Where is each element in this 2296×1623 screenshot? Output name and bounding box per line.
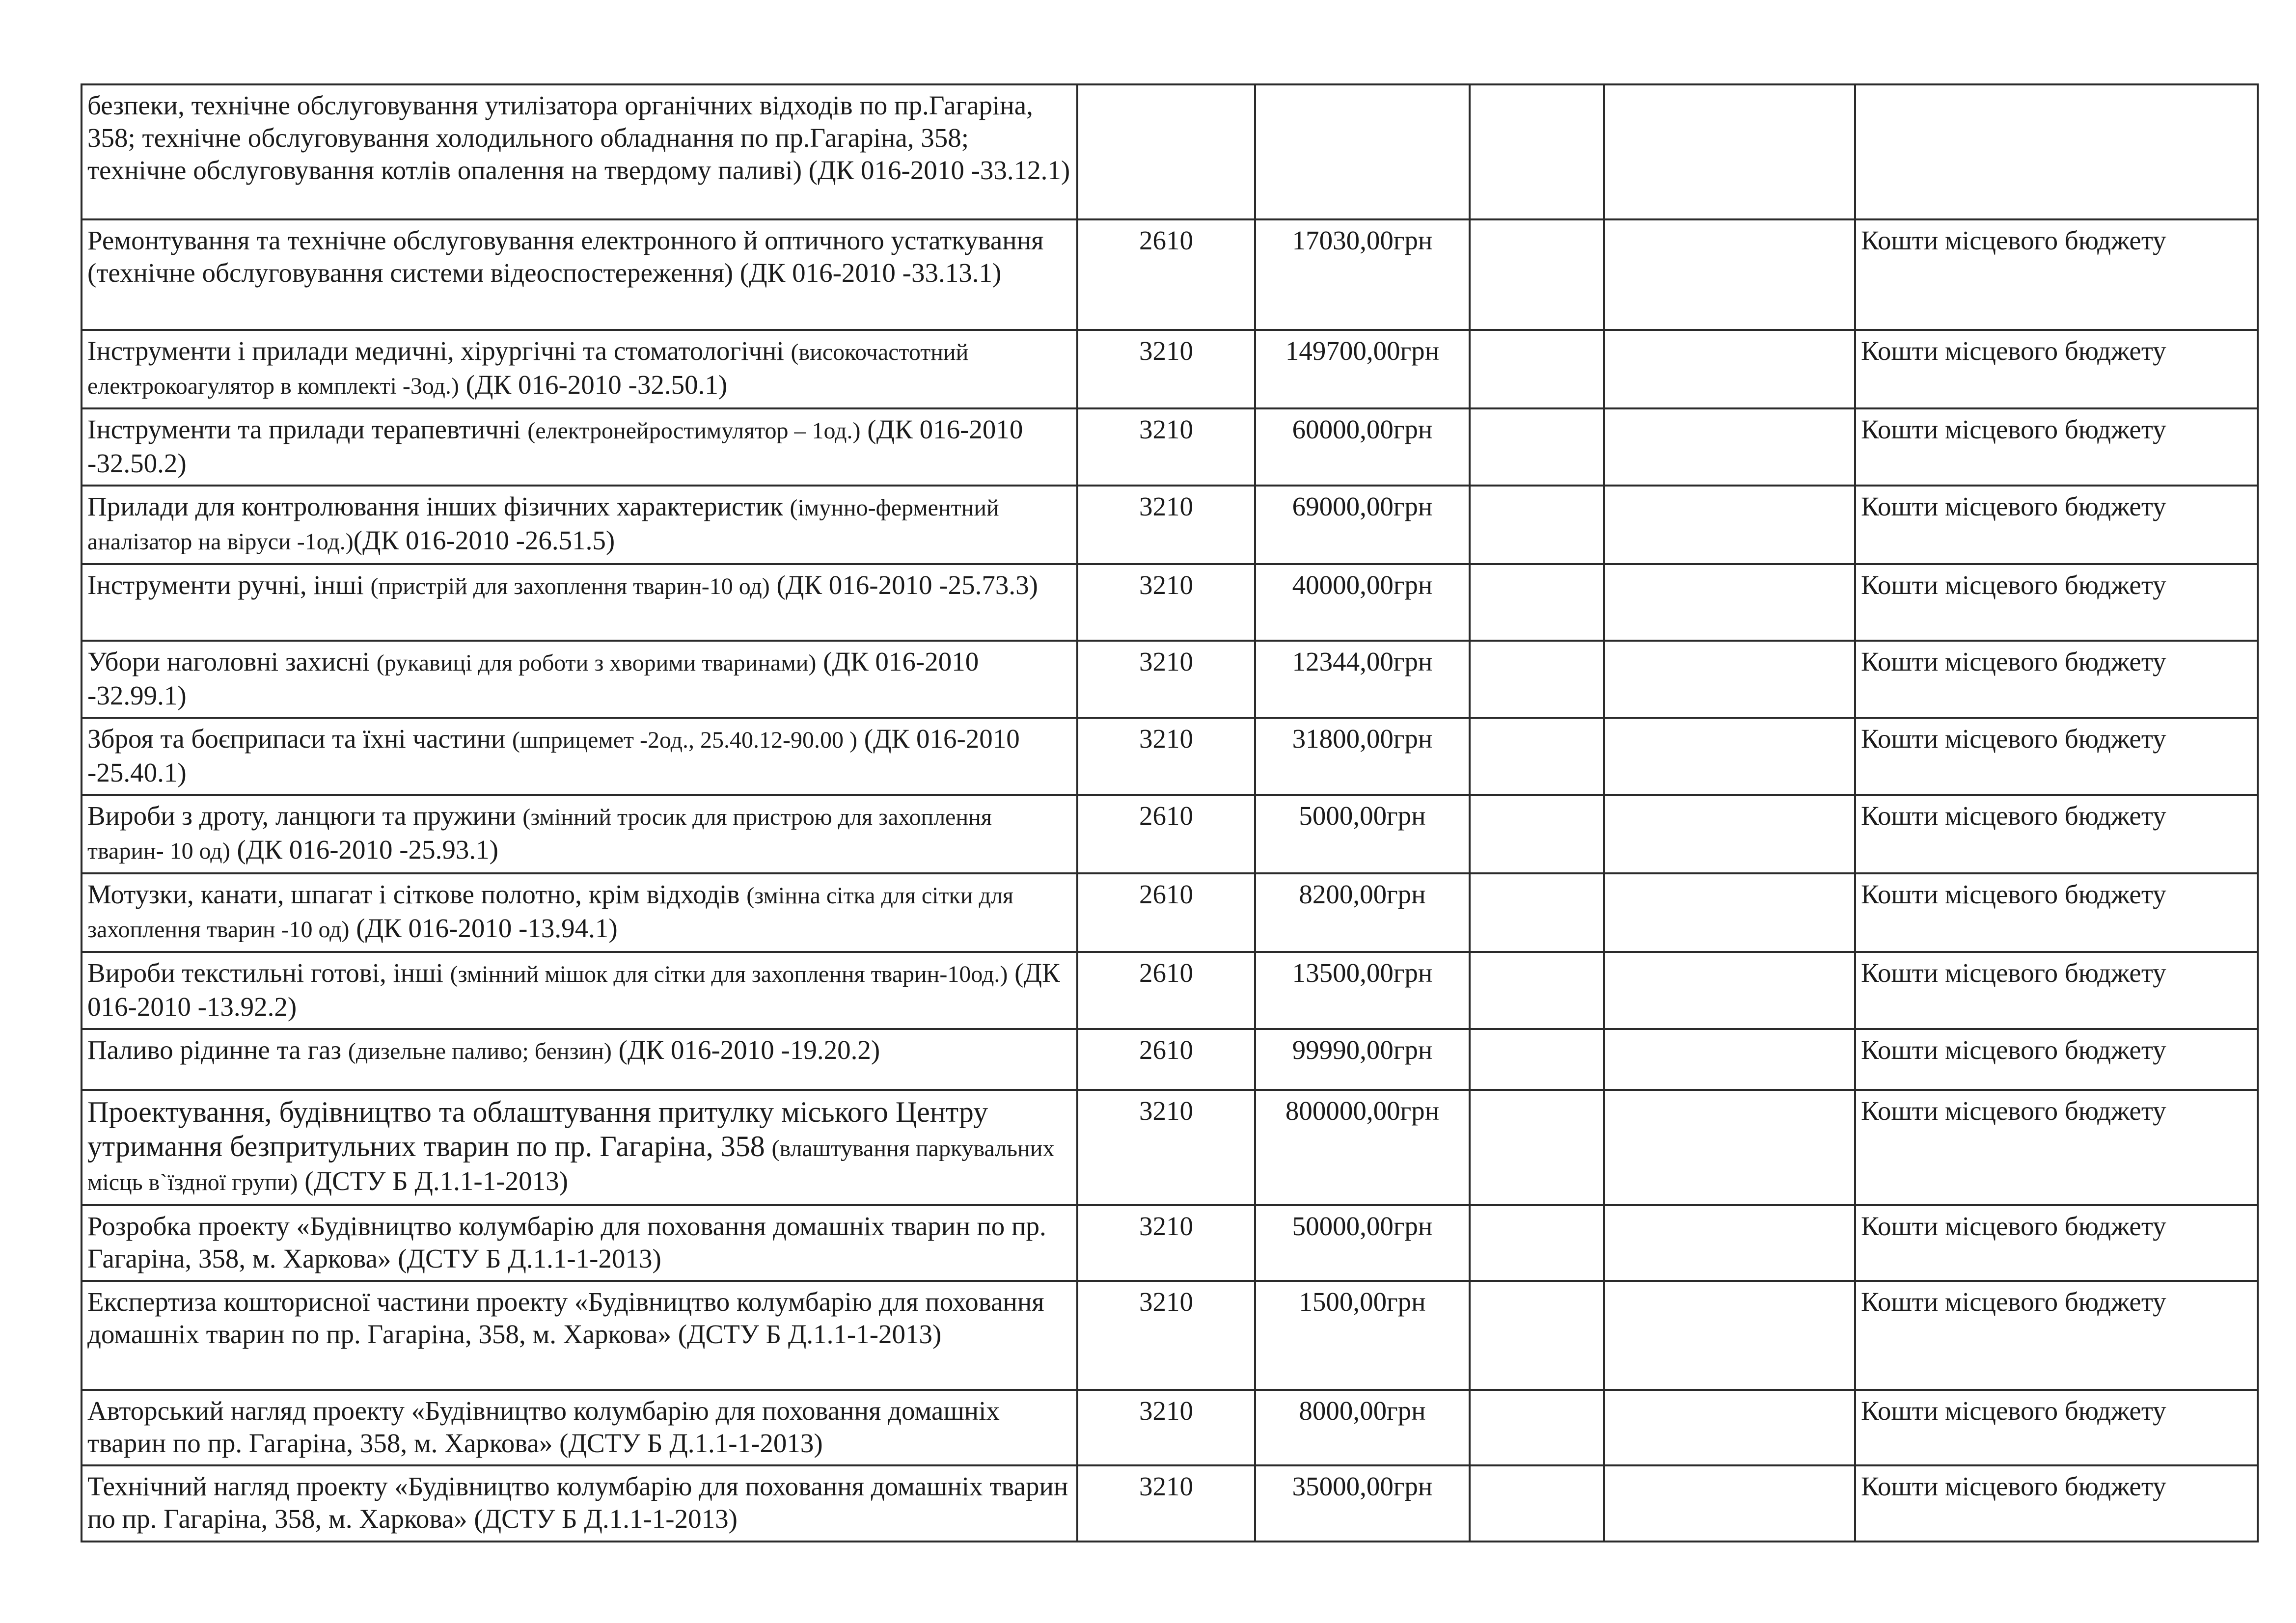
- item-title: Прилади для контролювання інших фізичних характеристик: [87, 491, 783, 521]
- expected-cost: 8000,00грн: [1255, 1390, 1470, 1465]
- budget-code: 3210: [1077, 641, 1255, 718]
- funding-source: Кошти місцевого бюджету: [1855, 718, 2258, 795]
- expected-cost: 13500,00грн: [1255, 952, 1470, 1029]
- item-classifier: (ДК 016-2010 -32.50.2): [87, 414, 1023, 478]
- funding-source: Кошти місцевого бюджету: [1855, 641, 2258, 718]
- budget-code: 3210: [1077, 718, 1255, 795]
- empty-cell: [1604, 718, 1855, 795]
- budget-code: 3210: [1077, 330, 1255, 408]
- item-note: (змінна сітка для сітки для захоплення тварин -10 од): [87, 883, 1013, 943]
- item-classifier: (ДК 016-2010 -19.20.2): [618, 1035, 880, 1065]
- empty-cell: [1470, 1281, 1604, 1390]
- expected-cost: 149700,00грн: [1255, 330, 1470, 408]
- item-name: безпеки, технічне обслуговування утилізатора органічних відходів по пр.Гагаріна, 358; технічне обслуговування холодильного обладнання по пр.Гагаріна, 358; технічне обслуговування котлів опалення на твердому паливі) (ДК 016-2010 -33.12.1): [82, 84, 1077, 219]
- budget-code: 2610: [1077, 795, 1255, 873]
- item-name: [82, 486, 1077, 564]
- item-classifier: (ДК 016-2010 -25.40.1): [87, 724, 1020, 787]
- item-name: [82, 718, 1077, 795]
- item-name: Технічний нагляд проекту «Будівництво колумбарію для поховання домашніх тварин по пр. Гагаріна, 358, м. Харкова» (ДСТУ Б Д.1.1-1-2013): [82, 1465, 1077, 1542]
- table-row: [82, 718, 2258, 795]
- item-name: [82, 408, 1077, 486]
- expected-cost: 8200,00грн: [1255, 873, 1470, 952]
- item-title: Проектування, будівництво та облаштування притулку міського Центру утримання безпритульних тварин по пр. Гагаріна, 358: [87, 1096, 988, 1163]
- item-note: (імунно-ферментний аналізатор на віруси -1од.): [87, 495, 999, 555]
- table-row: [82, 219, 2258, 330]
- item-title: Вироби текстильні готові, інші: [87, 958, 443, 988]
- item-name: Ремонтування та технічне обслуговування електронного й оптичного устаткування (технічне обслуговування системи відеоспостереження) (ДК 016-2010 -33.13.1): [82, 219, 1077, 330]
- procurement-table: [81, 83, 2259, 1542]
- budget-code: 2610: [1077, 952, 1255, 1029]
- empty-cell: [1604, 1029, 1855, 1090]
- table-row: [82, 84, 2258, 219]
- empty-cell: [1604, 330, 1855, 408]
- empty-cell: [1470, 408, 1604, 486]
- funding-source: Кошти місцевого бюджету: [1855, 1090, 2258, 1205]
- item-classifier: (ДК 016-2010 -32.50.1): [465, 370, 728, 400]
- expected-cost: 40000,00грн: [1255, 564, 1470, 641]
- expected-cost: 60000,00грн: [1255, 408, 1470, 486]
- empty-cell: [1604, 1090, 1855, 1205]
- expected-cost: 800000,00грн: [1255, 1090, 1470, 1205]
- item-title: Мотузки, канати, шпагат і сіткове полотно, крім відходів: [87, 879, 740, 909]
- empty-cell: [1604, 219, 1855, 330]
- empty-cell: [1470, 641, 1604, 718]
- budget-code: 3210: [1077, 486, 1255, 564]
- empty-cell: [1470, 330, 1604, 408]
- expected-cost: [1255, 84, 1470, 219]
- item-note: (влаштування паркувальних місць в`їздної групи): [87, 1136, 1055, 1195]
- empty-cell: [1470, 1465, 1604, 1542]
- empty-cell: [1604, 795, 1855, 873]
- empty-cell: [1470, 1390, 1604, 1465]
- table-row: [82, 408, 2258, 486]
- item-title: Зброя та боєприпаси та їхні частини: [87, 724, 506, 754]
- funding-source: Кошти місцевого бюджету: [1855, 952, 2258, 1029]
- table-row: [82, 1090, 2258, 1205]
- item-note: (електронейростимулятор – 1од.): [527, 418, 861, 444]
- funding-source: Кошти місцевого бюджету: [1855, 408, 2258, 486]
- item-classifier: (ДСТУ Б Д.1.1-1-2013): [304, 1166, 568, 1196]
- expected-cost: 1500,00грн: [1255, 1281, 1470, 1390]
- table-row: [82, 1465, 2258, 1542]
- empty-cell: [1470, 564, 1604, 641]
- empty-cell: [1470, 1205, 1604, 1281]
- table-row: [82, 1029, 2258, 1090]
- item-name: [82, 795, 1077, 873]
- expected-cost: 35000,00грн: [1255, 1465, 1470, 1542]
- funding-source: Кошти місцевого бюджету: [1855, 1465, 2258, 1542]
- funding-source: Кошти місцевого бюджету: [1855, 1281, 2258, 1390]
- table-row: [82, 952, 2258, 1029]
- funding-source: Кошти місцевого бюджету: [1855, 795, 2258, 873]
- item-note: (високочастотний електрокоагулятор в комплекті -3од.): [87, 339, 969, 399]
- table-row: [82, 330, 2258, 408]
- expected-cost: 5000,00грн: [1255, 795, 1470, 873]
- funding-source: Кошти місцевого бюджету: [1855, 873, 2258, 952]
- funding-source: Кошти місцевого бюджету: [1855, 1205, 2258, 1281]
- item-classifier: (ДК 016-2010 -25.73.3): [776, 570, 1038, 600]
- item-name: [82, 873, 1077, 952]
- expected-cost: 12344,00грн: [1255, 641, 1470, 718]
- funding-source: Кошти місцевого бюджету: [1855, 1029, 2258, 1090]
- empty-cell: [1604, 1281, 1855, 1390]
- empty-cell: [1470, 1090, 1604, 1205]
- funding-source: [1855, 84, 2258, 219]
- item-name: Експертиза кошторисної частини проекту «Будівництво колумбарію для поховання домашніх тварин по пр. Гагаріна, 358, м. Харкова» (ДСТУ Б Д.1.1-1-2013): [82, 1281, 1077, 1390]
- item-title: Убори наголовні захисні: [87, 647, 370, 676]
- table-row: [82, 873, 2258, 952]
- funding-source: Кошти місцевого бюджету: [1855, 330, 2258, 408]
- empty-cell: [1604, 873, 1855, 952]
- empty-cell: [1604, 952, 1855, 1029]
- item-name: [82, 330, 1077, 408]
- item-classifier: (ДК 016-2010 -25.93.1): [237, 835, 498, 865]
- funding-source: Кошти місцевого бюджету: [1855, 1390, 2258, 1465]
- funding-source: Кошти місцевого бюджету: [1855, 486, 2258, 564]
- item-name: [82, 564, 1077, 641]
- item-title: Вироби з дроту, ланцюги та пружини: [87, 801, 516, 831]
- item-note: (змінний тросик для пристрою для захоплення тварин- 10 од): [87, 804, 992, 864]
- empty-cell: [1470, 873, 1604, 952]
- item-name: [82, 952, 1077, 1029]
- empty-cell: [1604, 641, 1855, 718]
- table-row: [82, 641, 2258, 718]
- empty-cell: [1470, 795, 1604, 873]
- item-note: (змінний мішок для сітки для захоплення тварин-10од.): [450, 961, 1008, 987]
- empty-cell: [1470, 219, 1604, 330]
- item-classifier: (ДК 016-2010 -13.94.1): [356, 913, 618, 943]
- empty-cell: [1470, 1029, 1604, 1090]
- item-classifier: (ДК 016-2010 -13.92.2): [87, 958, 1060, 1022]
- empty-cell: [1604, 84, 1855, 219]
- expected-cost: 17030,00грн: [1255, 219, 1470, 330]
- funding-source: Кошти місцевого бюджету: [1855, 219, 2258, 330]
- table-row: [82, 795, 2258, 873]
- budget-code: 3210: [1077, 1090, 1255, 1205]
- item-note: (пристрій для захоплення тварин-10 од): [370, 573, 770, 599]
- empty-cell: [1470, 718, 1604, 795]
- item-title: Паливо рідинне та газ: [87, 1035, 342, 1065]
- budget-code: 3210: [1077, 1281, 1255, 1390]
- table-row: [82, 486, 2258, 564]
- expected-cost: 69000,00грн: [1255, 486, 1470, 564]
- expected-cost: 50000,00грн: [1255, 1205, 1470, 1281]
- item-name: [82, 1090, 1077, 1205]
- budget-code: 3210: [1077, 1465, 1255, 1542]
- item-note: (дизельне паливо; бензин): [348, 1038, 612, 1064]
- table-row: [82, 1281, 2258, 1390]
- item-classifier: (ДК 016-2010 -32.99.1): [87, 647, 979, 710]
- expected-cost: 99990,00грн: [1255, 1029, 1470, 1090]
- empty-cell: [1604, 486, 1855, 564]
- item-note: (шприцемет -2од., 25.40.12-90.00 ): [512, 727, 857, 753]
- expected-cost: 31800,00грн: [1255, 718, 1470, 795]
- item-classifier: (ДК 016-2010 -26.51.5): [353, 525, 615, 555]
- empty-cell: [1604, 564, 1855, 641]
- empty-cell: [1604, 1205, 1855, 1281]
- empty-cell: [1604, 408, 1855, 486]
- item-note: (рукавиці для роботи з хворими тваринами): [376, 650, 817, 676]
- table-row: [82, 1390, 2258, 1465]
- item-name: Авторський нагляд проекту «Будівництво колумбарію для поховання домашніх тварин по пр. Гагаріна, 358, м. Харкова» (ДСТУ Б Д.1.1-1-2013): [82, 1390, 1077, 1465]
- item-name: [82, 1029, 1077, 1090]
- budget-code: 2610: [1077, 219, 1255, 330]
- budget-code: 2610: [1077, 1029, 1255, 1090]
- item-title: Інструменти ручні, інші: [87, 570, 364, 600]
- funding-source: Кошти місцевого бюджету: [1855, 564, 2258, 641]
- item-name: Розробка проекту «Будівництво колумбарію для поховання домашніх тварин по пр. Гагаріна, 358, м. Харкова» (ДСТУ Б Д.1.1-1-2013): [82, 1205, 1077, 1281]
- budget-code: [1077, 84, 1255, 219]
- budget-code: 3210: [1077, 1390, 1255, 1465]
- empty-cell: [1470, 952, 1604, 1029]
- item-title: Інструменти і прилади медичні, хірургічні та стоматологічні: [87, 336, 784, 366]
- budget-code: 3210: [1077, 1205, 1255, 1281]
- item-name: [82, 641, 1077, 718]
- empty-cell: [1604, 1465, 1855, 1542]
- empty-cell: [1604, 1390, 1855, 1465]
- empty-cell: [1470, 486, 1604, 564]
- table-row: [82, 564, 2258, 641]
- budget-code: 3210: [1077, 564, 1255, 641]
- empty-cell: [1470, 84, 1604, 219]
- budget-code: 3210: [1077, 408, 1255, 486]
- item-title: Інструменти та прилади терапевтичні: [87, 414, 521, 444]
- budget-code: 2610: [1077, 873, 1255, 952]
- table-row: [82, 1205, 2258, 1281]
